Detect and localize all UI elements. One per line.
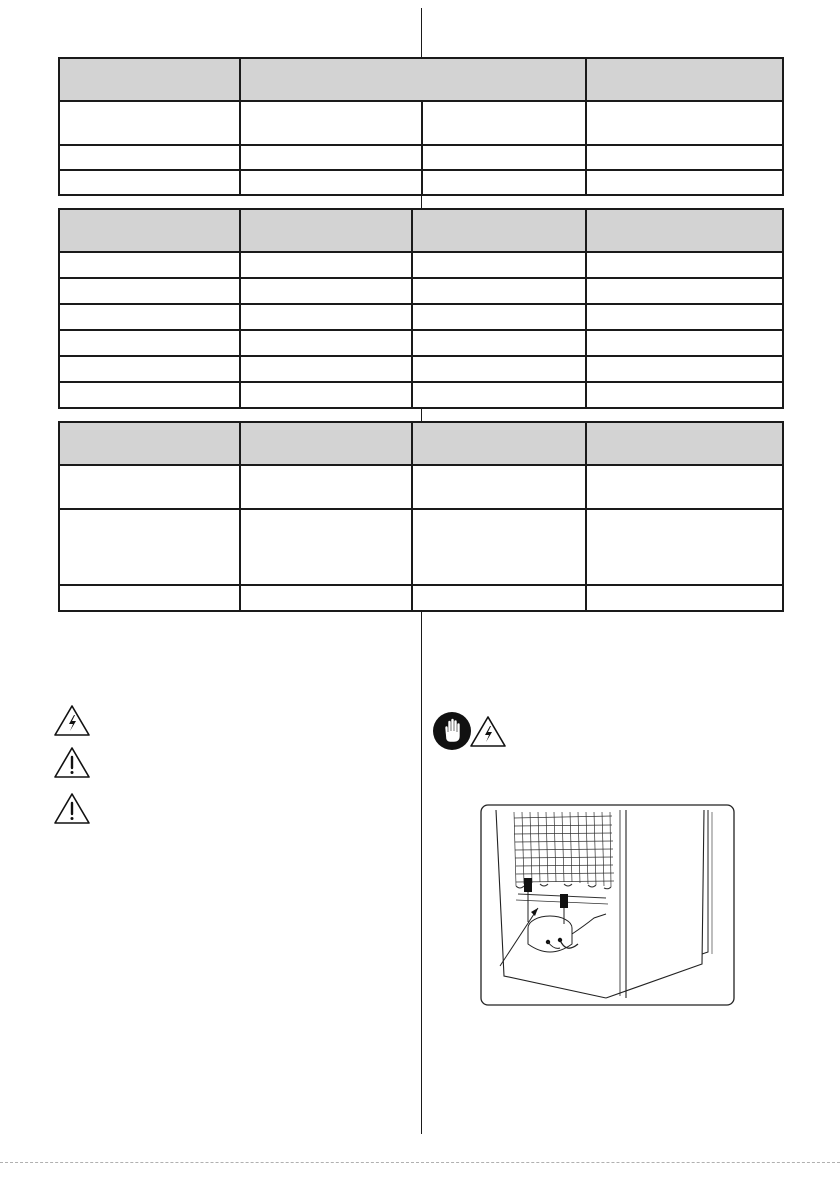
table-cell [586, 585, 783, 611]
hand-stop-icon [432, 711, 472, 751]
table-row [59, 509, 783, 585]
table-cell [412, 252, 586, 278]
table-cell [59, 509, 240, 585]
caution-icon [53, 746, 91, 779]
table-row [59, 304, 783, 330]
page-footer-rule [0, 1162, 840, 1163]
table-header-cell [412, 209, 586, 252]
table-cell [412, 356, 586, 382]
table-cell [586, 304, 783, 330]
table-cell [412, 382, 586, 408]
table-cell [422, 145, 586, 170]
table-row [59, 101, 783, 145]
table-cell [59, 465, 240, 509]
table-cell [240, 278, 412, 304]
table-cell [59, 304, 240, 330]
table-header-cell [59, 58, 240, 101]
table-cell [240, 145, 422, 170]
table-cell [59, 330, 240, 356]
table-cell [240, 465, 412, 509]
table-cell [59, 278, 240, 304]
table-cell [412, 278, 586, 304]
table-cell [240, 101, 422, 145]
table-cell [240, 356, 412, 382]
table-row [59, 170, 783, 195]
refrigerator-rear-illustration [480, 804, 735, 1006]
table-row [59, 585, 783, 611]
table-cell [586, 170, 783, 195]
table-cell [586, 509, 783, 585]
table-cell [240, 170, 422, 195]
table-row [59, 145, 783, 170]
table-header-cell [240, 422, 412, 465]
electrical-hazard-icon [53, 704, 91, 737]
table-cell [59, 170, 240, 195]
electrical-hazard-icon [469, 715, 507, 748]
table-cell [59, 585, 240, 611]
table-row [59, 278, 783, 304]
table-row [59, 465, 783, 509]
table-cell [59, 252, 240, 278]
table-cell [422, 101, 586, 145]
table-header-cell [586, 58, 783, 101]
table-cell [586, 465, 783, 509]
table-cell [59, 382, 240, 408]
table-row [59, 356, 783, 382]
table-header-row [59, 209, 783, 252]
table-cell [240, 304, 412, 330]
table-cell [412, 509, 586, 585]
table-cell [586, 356, 783, 382]
table-cell [412, 585, 586, 611]
table-cell [586, 101, 783, 145]
table-cell [240, 509, 412, 585]
table-header-cell [586, 209, 783, 252]
table-header-cell [59, 209, 240, 252]
spec-table-1 [58, 57, 784, 196]
table-cell [240, 252, 412, 278]
table-cell [240, 330, 412, 356]
table-header-row [59, 422, 783, 465]
table-cell [59, 101, 240, 145]
table-cell [240, 585, 412, 611]
spec-table-2 [58, 208, 784, 409]
table-cell [412, 465, 586, 509]
table-cell [586, 145, 783, 170]
table-header-row [59, 58, 783, 101]
table-cell [422, 170, 586, 195]
table-cell [59, 356, 240, 382]
table-header-cell [412, 422, 586, 465]
spec-table-3 [58, 421, 784, 612]
table-header-cell [240, 58, 586, 101]
table-header-cell [586, 422, 783, 465]
table-row [59, 382, 783, 408]
table-cell [586, 278, 783, 304]
table-header-cell [240, 209, 412, 252]
table-cell [412, 304, 586, 330]
table-row [59, 252, 783, 278]
table-cell [240, 382, 412, 408]
table-cell [586, 252, 783, 278]
table-row [59, 330, 783, 356]
table-cell [59, 145, 240, 170]
caution-icon [53, 792, 91, 825]
table-cell [586, 330, 783, 356]
table-cell [412, 330, 586, 356]
table-cell [586, 382, 783, 408]
table-header-cell [59, 422, 240, 465]
